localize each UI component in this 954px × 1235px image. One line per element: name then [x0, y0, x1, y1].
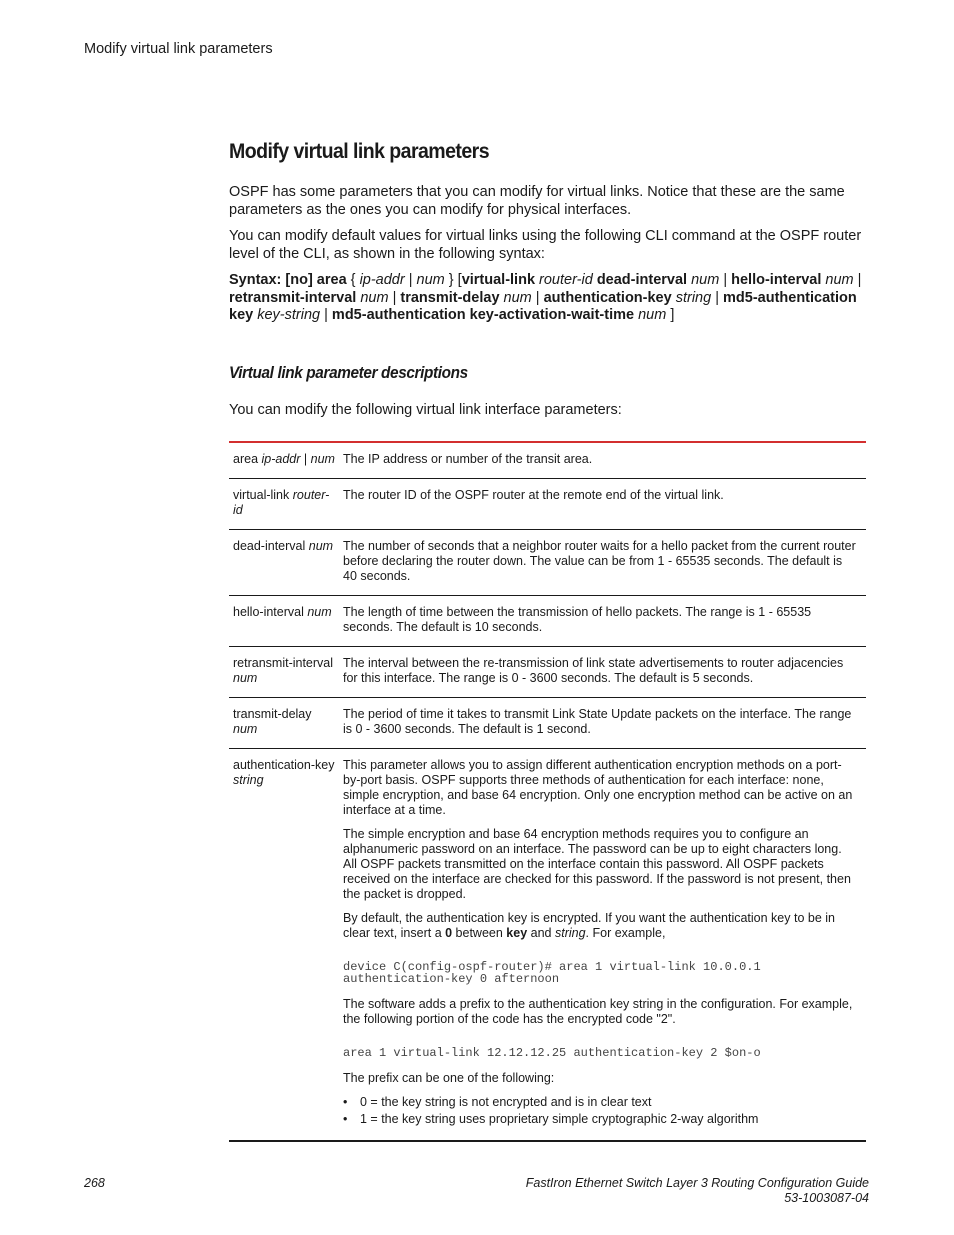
auth-paragraph-2: The simple encryption and base 64 encryption methods requires you to configure an alphanumeric password on an interface. The password can be up to eight characters long. All OSPF packets transmitted on the interface contain this password. All OSPF packets received on the interface are checked for this password. If the password is not present, then the packet is dropped. — [343, 827, 851, 901]
term-arg: num — [307, 605, 332, 619]
parameter-description — [339, 749, 862, 1140]
section-subtitle: Virtual link parameter descriptions — [229, 363, 468, 382]
syntax-arg: router-id — [535, 272, 597, 288]
syntax-arg: num — [356, 289, 393, 306]
parameter-description: The IP address or number of the transit area. — [343, 452, 593, 466]
syntax-keyword: virtual-link — [461, 272, 536, 288]
syntax-text: | — [723, 272, 732, 288]
code-line: authentication-key 0 afternoon — [343, 972, 560, 986]
term-arg: num — [233, 671, 258, 685]
syntax-text: | — [392, 289, 401, 306]
guide-title: FastIron Ethernet Switch Layer 3 Routing Configuration Guide — [525, 1176, 869, 1190]
table-row — [229, 595, 866, 646]
syntax-text: | — [715, 289, 723, 306]
list-item: • 0 = the key string is not encrypted and is in clear text — [343, 1095, 858, 1110]
syntax-keyword: md5-authentication key — [229, 289, 857, 323]
code-line: area 1 virtual-link 12.12.12.25 authentication-key 2 $on-o — [343, 1046, 761, 1060]
text-run: . For example, — [585, 926, 666, 940]
term-keyword: transmit-delay — [233, 707, 312, 721]
parameter-term — [229, 698, 339, 748]
term-arg: num — [308, 539, 334, 553]
auth-paragraph-5: The prefix can be one of the following: — [343, 1071, 555, 1085]
parameter-description: The number of seconds that a neighbor router waits for a hello packet from the current router before declaring the router down. The value can be from 1 - 65535 seconds. The default is 40 seconds. — [343, 539, 856, 583]
code-example-2 — [343, 1047, 858, 1059]
table-intro: You can modify the following virtual link interface parameters: — [229, 401, 622, 418]
term-arg: string — [233, 773, 264, 787]
parameter-term — [229, 479, 339, 529]
table-row — [229, 478, 866, 529]
syntax-text: | — [404, 272, 417, 288]
text-run-bold: key — [506, 926, 528, 940]
syntax-keyword: authentication-key — [543, 289, 672, 306]
text-run-italic: string — [554, 926, 586, 940]
syntax-arg: num — [687, 272, 724, 288]
table-row — [229, 443, 866, 478]
syntax-arg: num — [416, 272, 445, 288]
text-run: and — [527, 926, 555, 940]
term-keyword: authentication-key — [233, 758, 335, 772]
intro-paragraph-1: OSPF has some parameters that you can modify for virtual links. Notice that these are the same parameters as the ones you can modify for physical interfaces. — [229, 184, 845, 218]
syntax-keyword: hello-interval — [731, 272, 822, 288]
syntax-arg: num — [499, 289, 536, 306]
term-keyword: area — [233, 452, 262, 466]
syntax-arg: num — [821, 272, 858, 288]
prefix-list — [343, 1095, 858, 1127]
page-title: Modify virtual link parameters — [229, 140, 490, 163]
syntax-keyword: md5-authentication key-activation-wait-time — [331, 307, 635, 323]
parameter-term — [229, 443, 339, 478]
syntax-keyword: Syntax: [no] area — [229, 272, 347, 288]
auth-paragraph-1: This parameter allows you to assign different authentication encryption methods on a port-by-port basis. OSPF supports three methods of authentication for each interface: none, simple encryption, and base 64 encryption. Only one encryption method can be active on an interface at a time. — [343, 758, 853, 817]
text-run-bold: 0 — [445, 926, 453, 940]
code-example-1 — [343, 961, 858, 985]
running-head: Modify virtual link parameters — [84, 41, 273, 57]
syntax-statement — [229, 272, 866, 325]
syntax-text: ] — [670, 307, 675, 323]
auth-paragraph-4: The software adds a prefix to the authentication key string in the configuration. For example, the following portion of the code has the encrypted code "2". — [343, 997, 853, 1026]
syntax-text: | — [324, 307, 332, 323]
text-run: By default, the authentication key is encrypted. If you want the authentication key to be in clear text, insert a — [343, 911, 835, 940]
main-content — [229, 140, 866, 1142]
list-item: • 1 = the key string uses proprietary simple cryptographic 2-way algorithm — [343, 1112, 858, 1127]
parameter-term — [229, 530, 339, 595]
auth-paragraph-3 — [343, 911, 858, 941]
syntax-arg: key-string — [253, 307, 325, 323]
parameter-term — [229, 647, 339, 697]
term-separator: | — [300, 452, 311, 466]
syntax-text: { — [346, 272, 360, 288]
page-number: 268 — [84, 1176, 105, 1190]
footer-doc-info — [526, 1176, 869, 1206]
term-keyword: hello-interval — [233, 605, 308, 619]
table-row — [229, 646, 866, 697]
intro-paragraph-2: You can modify default values for virtual links using the following CLI command at the OSPF router level of the CLI, as shown in the following syntax: — [229, 228, 862, 262]
term-arg: router-id — [233, 488, 330, 517]
term-arg: num — [233, 722, 258, 736]
term-keyword: virtual-link — [233, 488, 293, 502]
syntax-arg: ip-addr — [359, 272, 405, 288]
parameter-description: The period of time it takes to transmit Link State Update packets on the interface. The range is 0 - 3600 seconds. The default is 1 second. — [343, 707, 852, 736]
parameter-description: The router ID of the OSPF router at the remote end of the virtual link. — [343, 488, 724, 502]
syntax-text: } [ — [444, 272, 462, 288]
syntax-text: | — [535, 289, 544, 306]
code-line: device C(config-ospf-router)# area 1 virtual-link 10.0.0.1 — [343, 960, 761, 974]
table-row — [229, 697, 866, 748]
parameter-table — [229, 441, 866, 1142]
syntax-arg: string — [671, 289, 716, 306]
syntax-keyword: transmit-delay — [400, 289, 500, 306]
term-keyword: dead-interval — [233, 539, 309, 553]
term-keyword: retransmit-interval — [233, 656, 334, 670]
table-row — [229, 529, 866, 595]
syntax-keyword: dead-interval — [596, 272, 688, 288]
syntax-keyword: retransmit-interval — [229, 289, 357, 306]
parameter-description: The interval between the re-transmission of link state advertisements to router adjacencies for this interface. The range is 0 - 3600 seconds. The default is 5 seconds. — [343, 656, 844, 685]
syntax-arg: num — [634, 307, 671, 323]
table-row — [229, 748, 866, 1140]
doc-number: 53-1003087-04 — [784, 1191, 869, 1205]
parameter-term — [229, 749, 339, 1140]
text-run: between — [452, 926, 507, 940]
parameter-term — [229, 596, 339, 646]
term-arg: num — [310, 452, 335, 466]
syntax-text: | — [857, 272, 862, 288]
term-arg: ip-addr — [261, 452, 301, 466]
parameter-description: The length of time between the transmission of hello packets. The range is 1 - 65535 seconds. The default is 10 seconds. — [343, 605, 812, 634]
